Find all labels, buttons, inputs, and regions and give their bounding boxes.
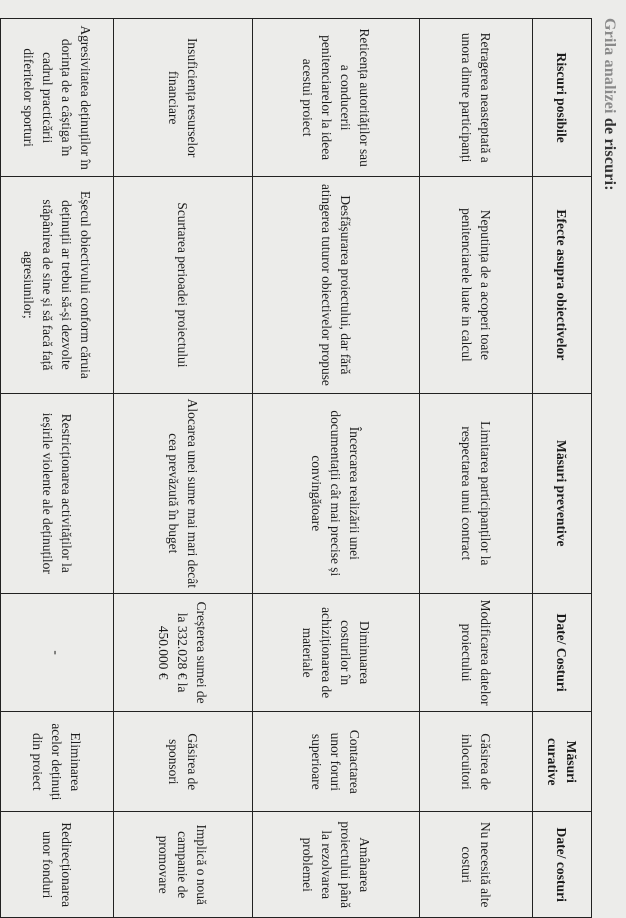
cell-curative: Găsirea de sponsori [114,712,253,812]
header-curative: Măsuri curative [533,712,592,812]
header-date-costs: Date/ Costuri [533,594,592,712]
cell-preventive: Limitarea participanților la respectarea unui contract [420,393,533,593]
title-main: de riscuri: [601,117,618,191]
cell-date-cost: - [1,594,114,712]
table-row [114,19,253,918]
table-row [0,19,1,918]
table-row [420,19,533,918]
cell-effect: Eșecul obiectivului conform căruia deținuții ar trebui să-și dezvolte stăpânirea de sine și să facă față agresiunilor; [1,177,114,393]
header-risks: Riscuri posibile [533,19,592,177]
cell-risk: Retragerea neasteptată a unora dintre participanți [420,19,533,177]
cell-preventive [0,393,1,593]
cell-date-cost [0,594,1,712]
header-preventive: Măsuri preventive [533,393,592,593]
title-prefix: Grila analizei [601,18,618,114]
cell-risk: Reticența autorităților sau a conducerii penitenciarelor la ideea acestui proiect [253,19,420,177]
cell-date-cost-2: Nu necesită alte costuri [420,812,533,918]
cell-curative [0,712,1,812]
cell-curative: Găsirea de inlocuitori [420,712,533,812]
cell-effect [0,177,1,393]
cell-date-cost-2 [0,812,1,918]
table-row [253,19,420,918]
cell-preventive: Alocarea unei sume mai mari decât cea prevăzută în buget [114,393,253,593]
risk-analysis-table [0,18,592,918]
header-effects: Efecte asupra obiectivelor [533,177,592,393]
cell-effect: Desfășurarea proiectului, dar fără atingerea tuturor obiectivelor propuse [253,177,420,393]
cell-effect: Neputința de a acoperi toate penitenciarele luate in calcul [420,177,533,393]
document-title [600,18,618,191]
cell-risk: Insuficiența resurselor financiare [114,19,253,177]
table-header-row [533,19,592,918]
cell-risk: Agresivitatea deținuților în dorința de a câștiga în cadrul practicării diferitelor sporturi [1,19,114,177]
cell-risk [0,19,1,177]
table-row [1,19,114,918]
cell-date-cost-2: Amânarea proiectului până la rezolvarea problemei [253,812,420,918]
header-date-costs-2: Date/ costuri [533,812,592,918]
cell-date-cost-2: Implică o nouă campanie de promovare [114,812,253,918]
cell-date-cost: Modificarea datelor proiectului [420,594,533,712]
cell-curative: Eliminarea acelor deținuți din proiect [1,712,114,812]
cell-preventive: Restricționarea activităților la ieșirile violente ale deținuților [1,393,114,593]
cell-date-cost: Creșterea sumei de la 332.028 € la 450.000 € [114,594,253,712]
cell-effect: Scurtarea perioadei proiectului [114,177,253,393]
cell-date-cost-2: Redirecționarea unor fonduri [1,812,114,918]
cell-curative: Contactarea unor foruri superioare [253,712,420,812]
cell-preventive: Încercarea realizării unei documentații cât mai precise și convingătoare [253,393,420,593]
cell-date-cost: Diminuarea costurilor în achiziționarea de materiale [253,594,420,712]
